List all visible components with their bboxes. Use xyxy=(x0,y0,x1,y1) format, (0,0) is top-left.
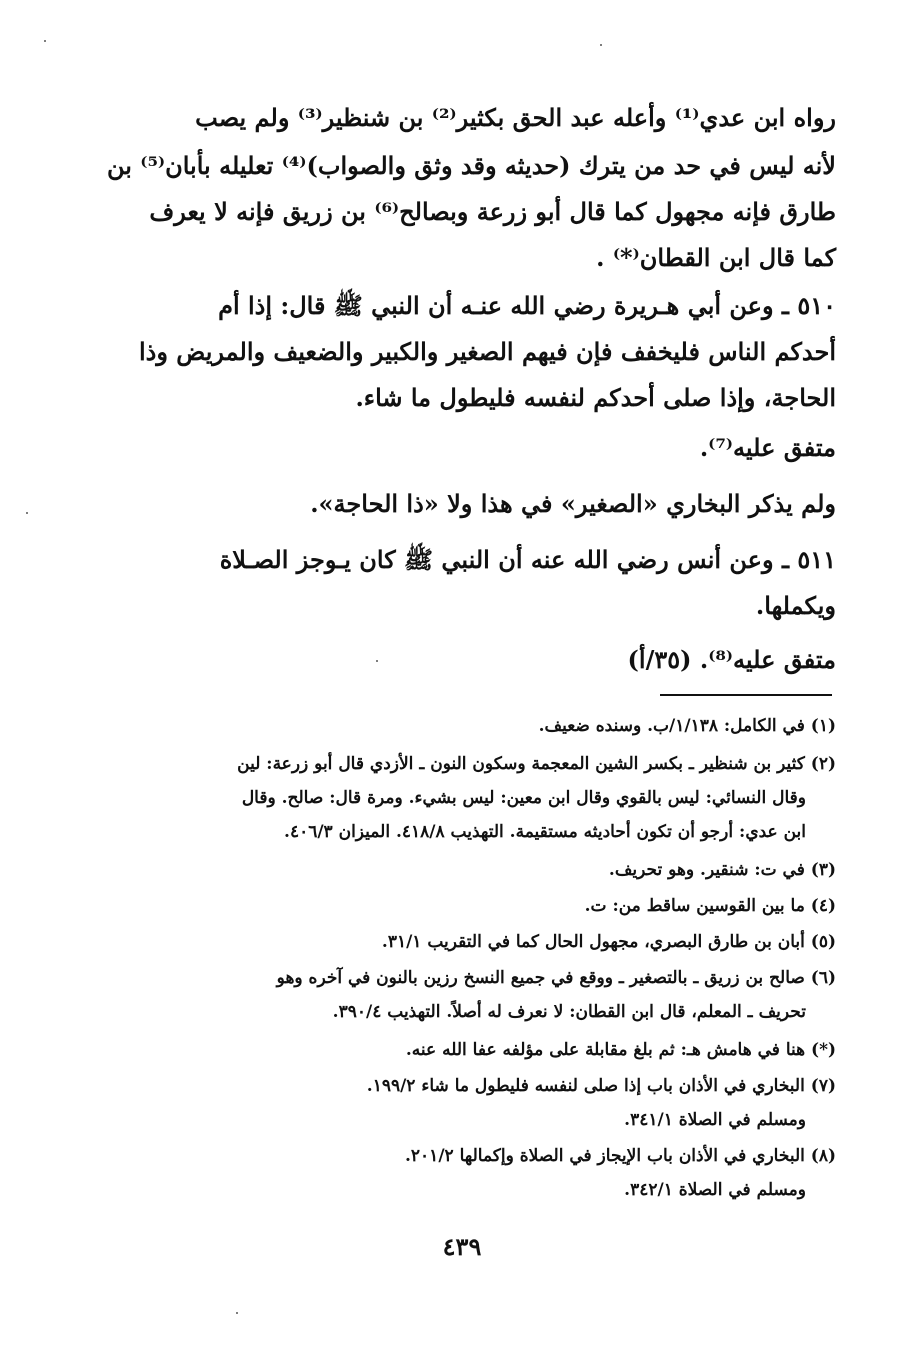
scan-speck xyxy=(26,512,28,514)
main-line-4: كما قال ابن القطان⁽*⁾ . xyxy=(596,243,836,272)
footnote-8-line-1: (٨) البخاري في الأذان باب الإيجاز في الصلاة وإكمالها ٢٠١/٢. xyxy=(405,1146,836,1166)
hadith-511-line-2: ويكملها. xyxy=(755,591,836,620)
muttafaq-note-2: متفق عليه⁽⁸⁾. (٣٥/أ) xyxy=(627,645,836,674)
footnote-6-line-1: (٦) صالح بن زريق ـ بالتصغير ـ ووقع في جميع النسخ رزين بالنون في آخره وهو xyxy=(276,968,836,988)
hadith-510-line-2: أحدكم الناس فليخفف فإن فيهم الصغير والكبير والضعيف والمريض وذا xyxy=(139,337,836,366)
footnote-7-line-2: ومسلم في الصلاة ٣٤١/١. xyxy=(624,1110,806,1130)
footnote-6-line-2: تحريف ـ المعلم، قال ابن القطان: لا نعرف له أصلاً. التهذيب ٣٩٠/٤. xyxy=(332,1002,806,1022)
footnote-star: (*) هنا في هامش هـ: ثم بلغ مقابلة على مؤلفه عفا الله عنه. xyxy=(405,1040,836,1060)
scan-speck xyxy=(44,40,46,42)
hadith-510-line-3: الحاجة، وإذا صلى أحدكم لنفسه فليطول ما شاء. xyxy=(355,383,836,412)
footnote-2-line-1: (٢) كثير بن شنظير ـ بكسر الشين المعجمة وسكون النون ـ الأزدي قال أبو زرعة: لين xyxy=(237,754,836,774)
footnote-3: (٣) في ت: شنقير. وهو تحريف. xyxy=(608,860,836,880)
footnote-2-line-2: وقال النسائي: ليس بالقوي وقال ابن معين: ليس بشيء. ومرة قال: صالح. وقال xyxy=(241,788,806,808)
footnote-8-line-2: ومسلم في الصلاة ٣٤٢/١. xyxy=(624,1180,806,1200)
footnote-separator xyxy=(660,694,832,696)
footnote-2-line-3: ابن عدي: أرجو أن تكون أحاديثه مستقيمة. التهذيب ٤١٨/٨. الميزان ٤٠٦/٣. xyxy=(284,822,806,842)
footnote-7-line-1: (٧) البخاري في الأذان باب إذا صلى لنفسه فليطول ما شاء ١٩٩/٢. xyxy=(366,1076,836,1096)
main-line-3: طارق فإنه مجهول كما قال أبو زرعة وبصالح⁽⁶⁾ بن زريق فإنه لا يعرف xyxy=(149,197,836,226)
scan-speck xyxy=(600,44,602,46)
footnote-5: (٥) أبان بن طارق البصري، مجهول الحال كما في التقريب ٣١/١. xyxy=(381,932,836,952)
main-line-2: لأنه ليس في حد من يترك (حديثه وقد وثق والصواب)⁽⁴⁾ تعليله بأبان⁽⁵⁾ بن xyxy=(107,151,836,180)
hadith-510-line-1: ٥١٠ ـ وعن أبي هـريرة رضي الله عنـه أن النبي ﷺ قال: إذا أم xyxy=(218,291,836,320)
bukhari-remark: ولم يذكر البخاري «الصغير» في هذا ولا «ذا الحاجة». xyxy=(310,489,836,518)
footnote-1: (١) في الكامل: ١/١٣٨/ب. وسنده ضعيف. xyxy=(538,716,836,736)
page-number: ٤٣٩ xyxy=(442,1232,482,1261)
muttafaq-note-1: متفق عليه⁽⁷⁾. xyxy=(699,433,836,462)
scan-speck xyxy=(236,1312,238,1314)
footnote-4: (٤) ما بين القوسين ساقط من: ت. xyxy=(584,896,836,916)
hadith-511-line-1: ٥١١ ـ وعن أنس رضي الله عنه أن النبي ﷺ كان يـوجز الصـلاة xyxy=(219,545,836,574)
main-line-1: رواه ابن عدي⁽¹⁾ وأعله عبد الحق بكثير⁽²⁾ بن شنظير⁽³⁾ ولم يصب xyxy=(195,103,836,132)
scan-speck xyxy=(376,660,378,662)
